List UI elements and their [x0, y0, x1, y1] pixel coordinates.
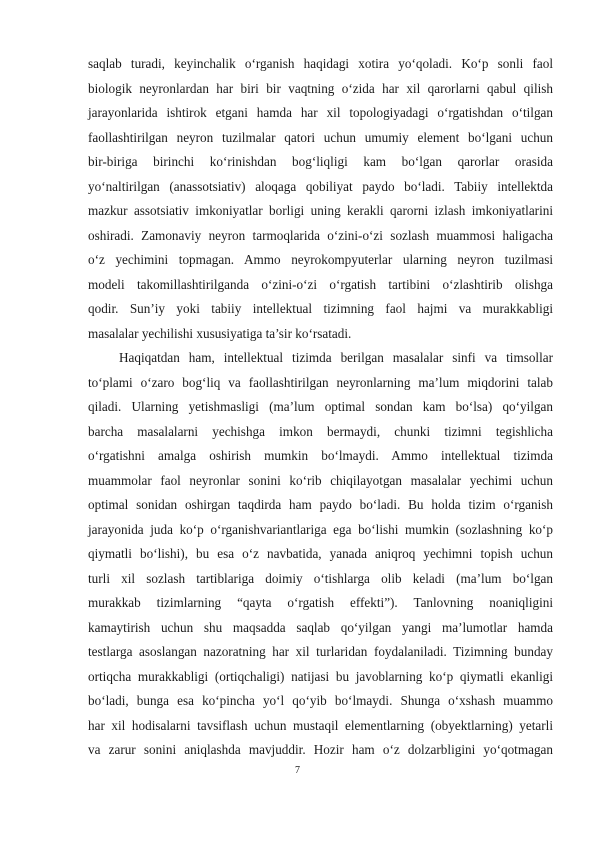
text-line: modeli takomillashtirilganda o‘zini-o‘zi o‘rgatish tartibini o‘zlashtirib olishga: [88, 276, 553, 292]
paragraph-1: [88, 52, 553, 346]
text-line: bo‘ladi, bunga esa ko‘pincha yo‘l qo‘yib bo‘lmaydi. Shunga o‘xshash muammo: [88, 693, 553, 708]
text-line: testlarga asoslangan nazoratning har xil turlaridan foydalaniladi. Tizimning bunday: [88, 644, 553, 659]
text-line: oshiradi. Zamonaviy neyron tarmoqlarida o‘zini-o‘zi sozlash muammosi haligacha: [88, 227, 553, 243]
text-line: jarayonida juda ko‘p o‘rganishvariantlariga ega bo‘lishi mumkin (sozlashning ko‘p: [88, 521, 553, 537]
text-line: masalalar yechilishi xususiyatiga ta’sir ko‘rsatadi.: [88, 325, 352, 341]
text-line: bir-biriga birinchi ko‘rinishdan bog‘liqligi kam bo‘lgan qarorlar orasida: [88, 154, 553, 169]
text-line: o‘z yechimini topmagan. Ammo neyrokompyuterlar ularning neyron tuzilmasi: [88, 252, 553, 267]
text-line: to‘plami o‘zaro bog‘liq va faollashtirilgan neyronlarning ma’lum miqdorini talab: [88, 374, 553, 390]
text-line: qiladi. Ularning yetishmasligi (ma’lum optimal sondan kam bo‘lsa) qo‘yilgan: [88, 399, 553, 414]
page-number: 7: [295, 765, 300, 776]
text-line: optimal sonidan oshirgan taqdirda ham paydo bo‘ladi. Bu holda tizim o‘rganish: [88, 497, 553, 512]
text-line: muammolar faol neyronlar sonini ko‘rib chiqilayotgan masalalar yechimi uchun: [88, 472, 553, 488]
text-line: faollashtirilgan neyron tuzilmalar qatori uchun umumiy element bo‘lgani uchun: [88, 129, 553, 145]
text-line: mazkur assotsiativ imkoniyatlar borligi uning kerakli qarorni izlash imkoniyatlarini: [88, 203, 553, 218]
text-line: yo‘naltirilgan (anassotsiativ) aloqaga qobiliyat paydo bo‘ladi. Tabiiy intellektda: [88, 178, 553, 194]
text-line: kamaytirish uchun shu maqsadda saqlab qo‘yilgan yangi ma’lumotlar hamda: [88, 619, 553, 635]
text-line: qodir. Sun’iy yoki tabiiy intellektual tizimning faol hajmi va murakkabligi: [88, 301, 553, 316]
text-line: o‘rgatishni amalga oshirish mumkin bo‘lmaydi. Ammo intellektual tizimda: [88, 448, 553, 463]
text-line: barcha masalalarni yechishga imkon bermaydi, chunki tizimni tegishlicha: [88, 423, 553, 439]
text-line: ortiqcha murakkabligi (ortiqchaligi) natijasi bu javoblarning ko‘p qiymatli ekanligi: [88, 668, 553, 684]
text-line: saqlab turadi, keyinchalik o‘rganish haqidagi xotira yo‘qoladi. Ko‘p sonli faol: [88, 56, 553, 71]
paragraph-2: [88, 346, 553, 763]
text-line: Haqiqatdan ham, intellektual tizimda berilgan masalalar sinfi va timsollar: [119, 350, 553, 365]
body-text: [88, 52, 553, 763]
text-line: qiymatli bo‘lishi), bu esa o‘z navbatida, yanada aniqroq yechimni topish uchun: [88, 546, 553, 561]
text-line: har xil hodisalarni tavsiflash uchun mustaqil elementlarning (obyektlarning) yetarli: [88, 717, 553, 733]
text-line: biologik neyronlardan har biri bir vaqtning o‘zida har xil qarorlarni qabul qilish: [88, 80, 553, 96]
text-line: va zarur sonini aniqlashda mavjuddir. Hozir ham o‘z dolzarbligini yo‘qotmagan: [88, 742, 553, 757]
text-line: murakkab tizimlarning “qayta o‘rgatish effekti”). Tanlovning noaniqligini: [88, 595, 553, 610]
text-line: jarayonlarida ishtirok etgani hamda har xil topologiyadagi o‘rgatishdan o‘tilgan: [88, 105, 553, 120]
text-line: turli xil sozlash tartiblariga doimiy o‘tishlarga olib keladi (ma’lum bo‘lgan: [88, 570, 553, 586]
